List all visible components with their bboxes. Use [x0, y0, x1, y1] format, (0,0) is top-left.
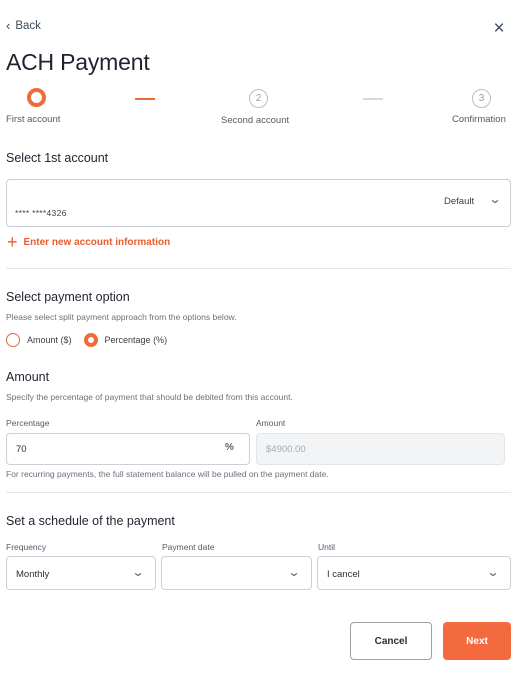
radio-percentage[interactable] [84, 333, 98, 347]
chevron-left-icon: ‹ [6, 18, 11, 33]
default-badge: Default [444, 196, 475, 207]
account-select[interactable] [6, 179, 511, 227]
step-2-label: Second account [221, 115, 290, 126]
until-select[interactable] [317, 556, 511, 590]
amount-label: Amount [256, 418, 286, 428]
payment-date-label: Payment date [162, 542, 215, 552]
radio-amount-label: Amount ($) [27, 335, 72, 345]
payment-option-title: Select payment option [6, 290, 130, 304]
schedule-section-title: Set a schedule of the payment [6, 514, 175, 528]
next-button[interactable]: Next [443, 622, 511, 660]
back-link[interactable] [6, 19, 41, 32]
plus-icon: + [7, 232, 18, 252]
step-3-indicator: 3 [472, 89, 491, 108]
divider [6, 268, 511, 269]
chevron-down-icon: ⌄ [131, 565, 145, 579]
amount-input [256, 433, 505, 465]
radio-amount[interactable] [6, 333, 20, 347]
cancel-button[interactable]: Cancel [350, 622, 432, 660]
step-2-indicator: 2 [249, 89, 268, 108]
frequency-select[interactable] [6, 556, 156, 590]
step-1-indicator [27, 88, 46, 107]
amount-value: $4900.00 [266, 443, 306, 455]
until-value: I cancel [327, 569, 360, 580]
close-icon[interactable]: × [493, 18, 505, 39]
payment-option-group [6, 333, 167, 347]
percentage-input[interactable] [6, 433, 250, 465]
recurring-note: For recurring payments, the full statement balance will be pulled on the payment date. [6, 469, 329, 479]
back-label: Back [15, 19, 41, 32]
frequency-value: Monthly [16, 569, 50, 580]
payment-option-description: Please select split payment approach from the options below. [6, 312, 237, 322]
percent-icon: % [225, 442, 234, 453]
radio-percentage-label: Percentage (%) [104, 335, 168, 345]
account-section-title: Select 1st account [6, 151, 109, 165]
chevron-down-icon: ⌄ [486, 565, 500, 579]
step-3-label: Confirmation [452, 114, 506, 125]
percentage-value: 70 [16, 443, 27, 455]
until-label: Until [318, 542, 336, 552]
step-connector-2 [363, 98, 383, 100]
step-1-label: First account [6, 114, 61, 125]
account-number: **** ****4326 [15, 208, 67, 218]
payment-date-select[interactable] [161, 556, 312, 590]
page-title: ACH Payment [6, 49, 150, 75]
step-connector-1 [135, 98, 155, 100]
chevron-down-icon: ⌄ [287, 565, 301, 579]
percentage-label: Percentage [6, 418, 50, 428]
divider [6, 492, 511, 493]
chevron-down-icon: ⌄ [488, 192, 502, 206]
amount-section-title: Amount [6, 370, 50, 384]
amount-description: Specify the percentage of payment that should be debited from this account. [6, 392, 293, 402]
add-account-link[interactable] [7, 232, 171, 252]
add-account-label: Enter new account information [23, 236, 171, 248]
frequency-label: Frequency [6, 542, 47, 552]
